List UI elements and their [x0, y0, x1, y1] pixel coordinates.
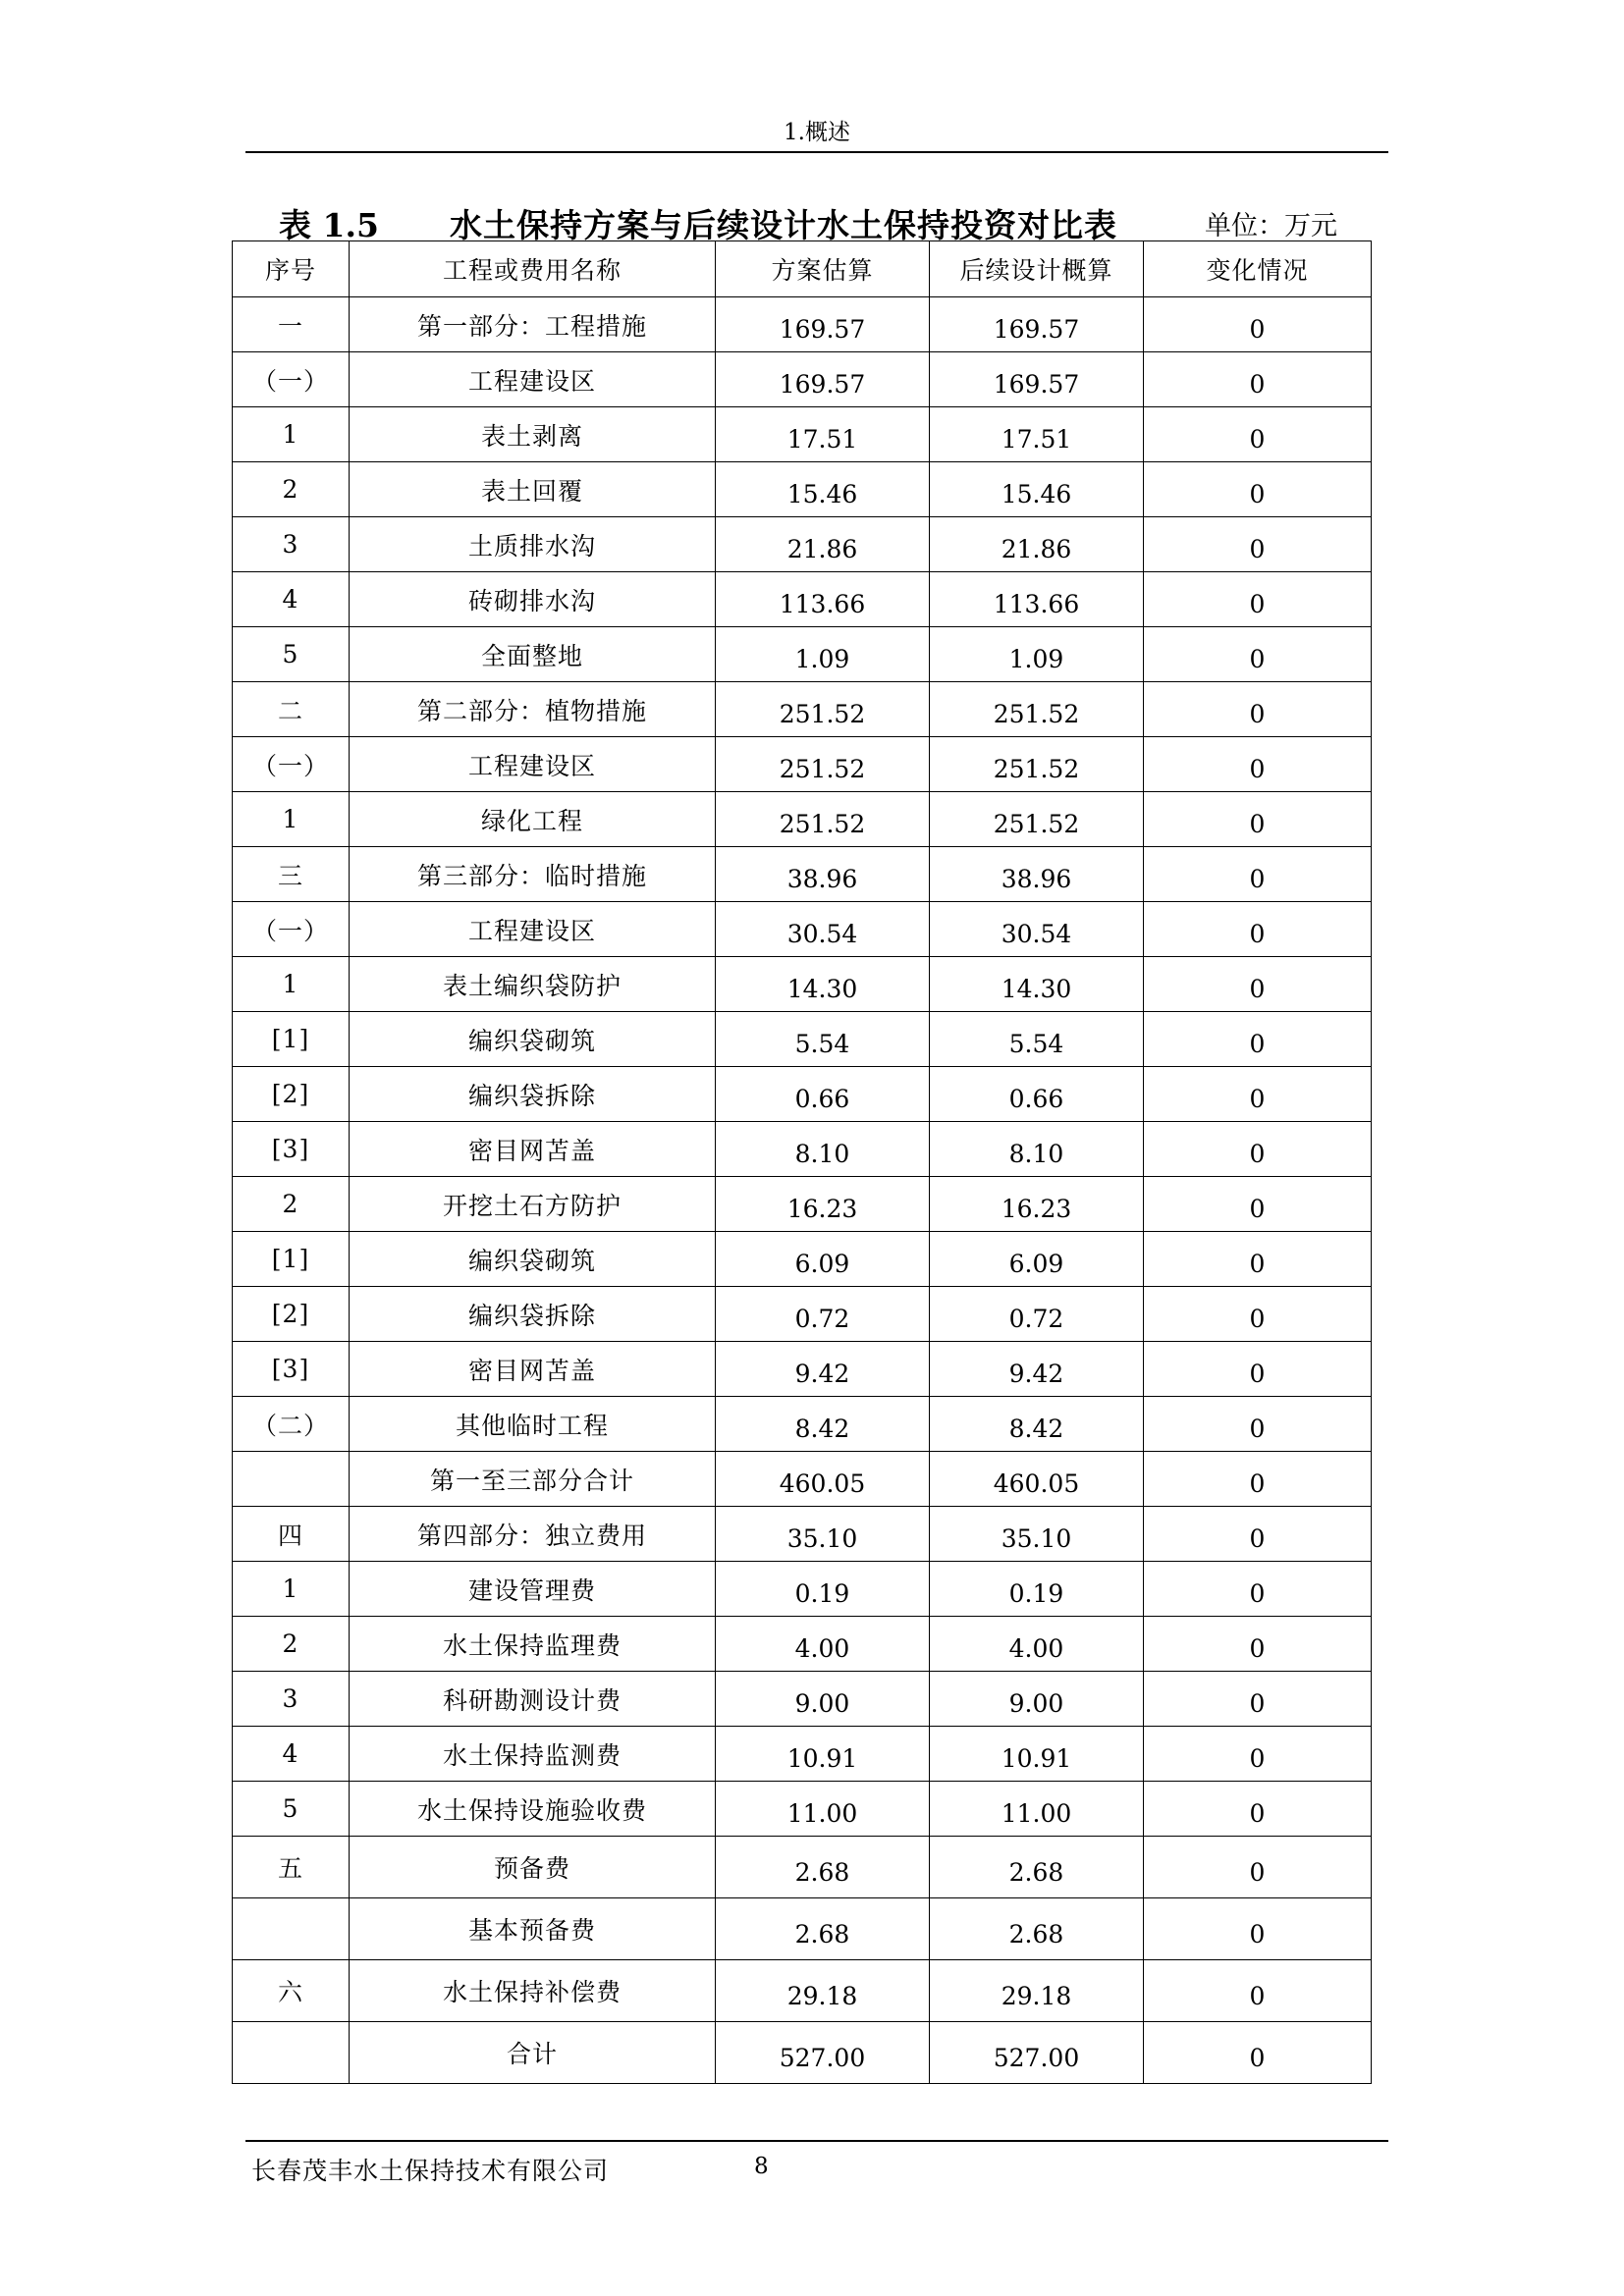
table-row [233, 1672, 1372, 1727]
row-design-estimate: 15.46 [930, 462, 1144, 517]
row-design-estimate: 9.00 [930, 1672, 1144, 1727]
col-header-seq: 序号 [233, 241, 350, 297]
row-design-estimate: 14.30 [930, 957, 1144, 1012]
row-name: 第二部分：植物措施 [350, 682, 716, 737]
table-row [233, 1898, 1372, 1960]
table-row [233, 2022, 1372, 2084]
row-change: 0 [1144, 1067, 1372, 1122]
col-header-change: 变化情况 [1144, 241, 1372, 297]
col-header-plan-estimate: 方案估算 [716, 241, 930, 297]
table-row [233, 1012, 1372, 1067]
row-change: 0 [1144, 682, 1372, 737]
row-design-estimate: 9.42 [930, 1342, 1144, 1397]
col-header-design-estimate: 后续设计概算 [930, 241, 1144, 297]
row-design-estimate: 0.72 [930, 1287, 1144, 1342]
row-design-estimate: 169.57 [930, 297, 1144, 352]
row-seq: （二） [233, 1397, 350, 1452]
row-seq: 2 [233, 462, 350, 517]
row-change: 0 [1144, 1452, 1372, 1507]
row-change: 0 [1144, 1342, 1372, 1397]
footer-divider [245, 2140, 1388, 2142]
row-name: 工程建设区 [350, 737, 716, 792]
investment-comparison-table [232, 240, 1372, 2084]
row-name: 砖砌排水沟 [350, 572, 716, 627]
row-name: 科研勘测设计费 [350, 1672, 716, 1727]
row-change: 0 [1144, 1507, 1372, 1562]
row-change: 0 [1144, 517, 1372, 572]
row-plan-estimate: 21.86 [716, 517, 930, 572]
row-name: 密目网苫盖 [350, 1342, 716, 1397]
row-design-estimate: 251.52 [930, 737, 1144, 792]
row-change: 0 [1144, 407, 1372, 462]
row-plan-estimate: 6.09 [716, 1232, 930, 1287]
row-design-estimate: 8.10 [930, 1122, 1144, 1177]
row-change: 0 [1144, 1012, 1372, 1067]
table-row [233, 737, 1372, 792]
row-plan-estimate: 8.10 [716, 1122, 930, 1177]
row-name: 表土编织袋防护 [350, 957, 716, 1012]
row-design-estimate: 2.68 [930, 1898, 1144, 1960]
row-plan-estimate: 30.54 [716, 902, 930, 957]
row-plan-estimate: 8.42 [716, 1397, 930, 1452]
row-seq [233, 1452, 350, 1507]
row-plan-estimate: 2.68 [716, 1837, 930, 1898]
table-row [233, 407, 1372, 462]
row-plan-estimate: 113.66 [716, 572, 930, 627]
table-row [233, 792, 1372, 847]
table-row [233, 627, 1372, 682]
row-seq: [2] [233, 1067, 350, 1122]
row-name: 其他临时工程 [350, 1397, 716, 1452]
row-plan-estimate: 9.00 [716, 1672, 930, 1727]
table-row [233, 1507, 1372, 1562]
row-plan-estimate: 0.72 [716, 1287, 930, 1342]
row-seq: 5 [233, 1782, 350, 1837]
row-change: 0 [1144, 957, 1372, 1012]
row-name: 合计 [350, 2022, 716, 2084]
row-name: 第一部分：工程措施 [350, 297, 716, 352]
table-row [233, 902, 1372, 957]
row-seq: 四 [233, 1507, 350, 1562]
row-change: 0 [1144, 737, 1372, 792]
row-name: 第三部分：临时措施 [350, 847, 716, 902]
row-plan-estimate: 35.10 [716, 1507, 930, 1562]
table-row [233, 1960, 1372, 2022]
row-name: 建设管理费 [350, 1562, 716, 1617]
table-row [233, 1177, 1372, 1232]
table-row [233, 1727, 1372, 1782]
row-name: 工程建设区 [350, 352, 716, 407]
table-row [233, 1562, 1372, 1617]
row-change: 0 [1144, 2022, 1372, 2084]
row-plan-estimate: 29.18 [716, 1960, 930, 2022]
row-change: 0 [1144, 847, 1372, 902]
row-change: 0 [1144, 1232, 1372, 1287]
row-design-estimate: 35.10 [930, 1507, 1144, 1562]
row-name: 预备费 [350, 1837, 716, 1898]
table-row [233, 1342, 1372, 1397]
row-plan-estimate: 460.05 [716, 1452, 930, 1507]
row-seq: [1] [233, 1012, 350, 1067]
row-seq: [1] [233, 1232, 350, 1287]
table-row [233, 1232, 1372, 1287]
row-seq: 1 [233, 792, 350, 847]
row-name: 土质排水沟 [350, 517, 716, 572]
row-plan-estimate: 251.52 [716, 792, 930, 847]
row-seq: 二 [233, 682, 350, 737]
row-change: 0 [1144, 1837, 1372, 1898]
row-name: 编织袋拆除 [350, 1067, 716, 1122]
row-design-estimate: 2.68 [930, 1837, 1144, 1898]
row-name: 表土回覆 [350, 462, 716, 517]
table-row [233, 1452, 1372, 1507]
row-change: 0 [1144, 297, 1372, 352]
row-design-estimate: 10.91 [930, 1727, 1144, 1782]
row-plan-estimate: 5.54 [716, 1012, 930, 1067]
row-change: 0 [1144, 1782, 1372, 1837]
table-row [233, 1122, 1372, 1177]
row-change: 0 [1144, 1177, 1372, 1232]
row-seq [233, 1898, 350, 1960]
row-change: 0 [1144, 792, 1372, 847]
row-change: 0 [1144, 902, 1372, 957]
row-seq: 一 [233, 297, 350, 352]
row-name: 第一至三部分合计 [350, 1452, 716, 1507]
row-seq: 3 [233, 1672, 350, 1727]
row-plan-estimate: 251.52 [716, 737, 930, 792]
row-seq [233, 2022, 350, 2084]
table-row [233, 1397, 1372, 1452]
row-design-estimate: 38.96 [930, 847, 1144, 902]
row-design-estimate: 0.19 [930, 1562, 1144, 1617]
row-seq: 三 [233, 847, 350, 902]
row-plan-estimate: 17.51 [716, 407, 930, 462]
row-seq: 4 [233, 1727, 350, 1782]
row-seq: 五 [233, 1837, 350, 1898]
col-header-name: 工程或费用名称 [350, 241, 716, 297]
page-header [245, 114, 1388, 153]
table-row [233, 847, 1372, 902]
table-row [233, 682, 1372, 737]
row-design-estimate: 17.51 [930, 407, 1144, 462]
row-name: 全面整地 [350, 627, 716, 682]
row-name: 编织袋拆除 [350, 1287, 716, 1342]
row-design-estimate: 169.57 [930, 352, 1144, 407]
row-name: 编织袋砌筑 [350, 1012, 716, 1067]
footer-company: 长春茂丰水土保持技术有限公司 [251, 2157, 610, 2185]
row-design-estimate: 8.42 [930, 1397, 1144, 1452]
row-name: 第四部分：独立费用 [350, 1507, 716, 1562]
page-number: 8 [754, 2154, 769, 2179]
row-design-estimate: 113.66 [930, 572, 1144, 627]
table-row [233, 1782, 1372, 1837]
row-plan-estimate: 1.09 [716, 627, 930, 682]
row-change: 0 [1144, 1122, 1372, 1177]
row-seq: （一） [233, 352, 350, 407]
row-plan-estimate: 527.00 [716, 2022, 930, 2084]
row-plan-estimate: 4.00 [716, 1617, 930, 1672]
row-seq: 2 [233, 1617, 350, 1672]
row-name: 水土保持监理费 [350, 1617, 716, 1672]
row-design-estimate: 29.18 [930, 1960, 1144, 2022]
row-change: 0 [1144, 627, 1372, 682]
row-design-estimate: 21.86 [930, 517, 1144, 572]
row-design-estimate: 251.52 [930, 792, 1144, 847]
row-seq: （一） [233, 902, 350, 957]
table-row [233, 1287, 1372, 1342]
row-seq: [2] [233, 1287, 350, 1342]
table-row [233, 1067, 1372, 1122]
row-plan-estimate: 251.52 [716, 682, 930, 737]
row-name: 开挖土石方防护 [350, 1177, 716, 1232]
row-name: 表土剥离 [350, 407, 716, 462]
row-plan-estimate: 9.42 [716, 1342, 930, 1397]
row-plan-estimate: 0.66 [716, 1067, 930, 1122]
row-change: 0 [1144, 1617, 1372, 1672]
row-change: 0 [1144, 352, 1372, 407]
row-name: 基本预备费 [350, 1898, 716, 1960]
table-row [233, 352, 1372, 407]
row-change: 0 [1144, 1562, 1372, 1617]
row-design-estimate: 11.00 [930, 1782, 1144, 1837]
row-design-estimate: 6.09 [930, 1232, 1144, 1287]
table-unit: 单位：万元 [1205, 211, 1337, 241]
row-design-estimate: 16.23 [930, 1177, 1144, 1232]
row-seq: 1 [233, 957, 350, 1012]
row-plan-estimate: 0.19 [716, 1562, 930, 1617]
row-design-estimate: 5.54 [930, 1012, 1144, 1067]
row-seq: 1 [233, 1562, 350, 1617]
row-plan-estimate: 14.30 [716, 957, 930, 1012]
row-plan-estimate: 16.23 [716, 1177, 930, 1232]
row-change: 0 [1144, 1727, 1372, 1782]
row-design-estimate: 1.09 [930, 627, 1144, 682]
table-caption [232, 194, 1371, 243]
row-design-estimate: 460.05 [930, 1452, 1144, 1507]
row-design-estimate: 251.52 [930, 682, 1144, 737]
row-plan-estimate: 169.57 [716, 297, 930, 352]
row-design-estimate: 527.00 [930, 2022, 1144, 2084]
row-change: 0 [1144, 462, 1372, 517]
row-name: 编织袋砌筑 [350, 1232, 716, 1287]
row-design-estimate: 30.54 [930, 902, 1144, 957]
row-seq: 六 [233, 1960, 350, 2022]
section-title: 1.概述 [784, 120, 850, 145]
row-name: 绿化工程 [350, 792, 716, 847]
row-seq: 4 [233, 572, 350, 627]
row-plan-estimate: 169.57 [716, 352, 930, 407]
row-design-estimate: 0.66 [930, 1067, 1144, 1122]
table-row [233, 462, 1372, 517]
row-change: 0 [1144, 1960, 1372, 2022]
table-row [233, 572, 1372, 627]
table-row [233, 1837, 1372, 1898]
table-row [233, 957, 1372, 1012]
row-seq: 3 [233, 517, 350, 572]
row-seq: 1 [233, 407, 350, 462]
row-name: 水土保持设施验收费 [350, 1782, 716, 1837]
table-row [233, 517, 1372, 572]
row-seq: 2 [233, 1177, 350, 1232]
row-change: 0 [1144, 1672, 1372, 1727]
row-name: 水土保持补偿费 [350, 1960, 716, 2022]
row-change: 0 [1144, 1898, 1372, 1960]
table-row [233, 297, 1372, 352]
row-name: 工程建设区 [350, 902, 716, 957]
table-header-row [233, 241, 1372, 297]
row-plan-estimate: 10.91 [716, 1727, 930, 1782]
row-change: 0 [1144, 1397, 1372, 1452]
row-seq: [3] [233, 1122, 350, 1177]
row-name: 密目网苫盖 [350, 1122, 716, 1177]
row-seq: 5 [233, 627, 350, 682]
row-design-estimate: 4.00 [930, 1617, 1144, 1672]
row-seq: [3] [233, 1342, 350, 1397]
row-change: 0 [1144, 572, 1372, 627]
row-plan-estimate: 38.96 [716, 847, 930, 902]
row-plan-estimate: 2.68 [716, 1898, 930, 1960]
table-name: 水土保持方案与后续设计水土保持投资对比表 [450, 206, 1117, 244]
row-name: 水土保持监测费 [350, 1727, 716, 1782]
row-plan-estimate: 11.00 [716, 1782, 930, 1837]
table-row [233, 1617, 1372, 1672]
row-seq: （一） [233, 737, 350, 792]
row-change: 0 [1144, 1287, 1372, 1342]
row-plan-estimate: 15.46 [716, 462, 930, 517]
table-number: 表 1.5 [279, 206, 379, 244]
